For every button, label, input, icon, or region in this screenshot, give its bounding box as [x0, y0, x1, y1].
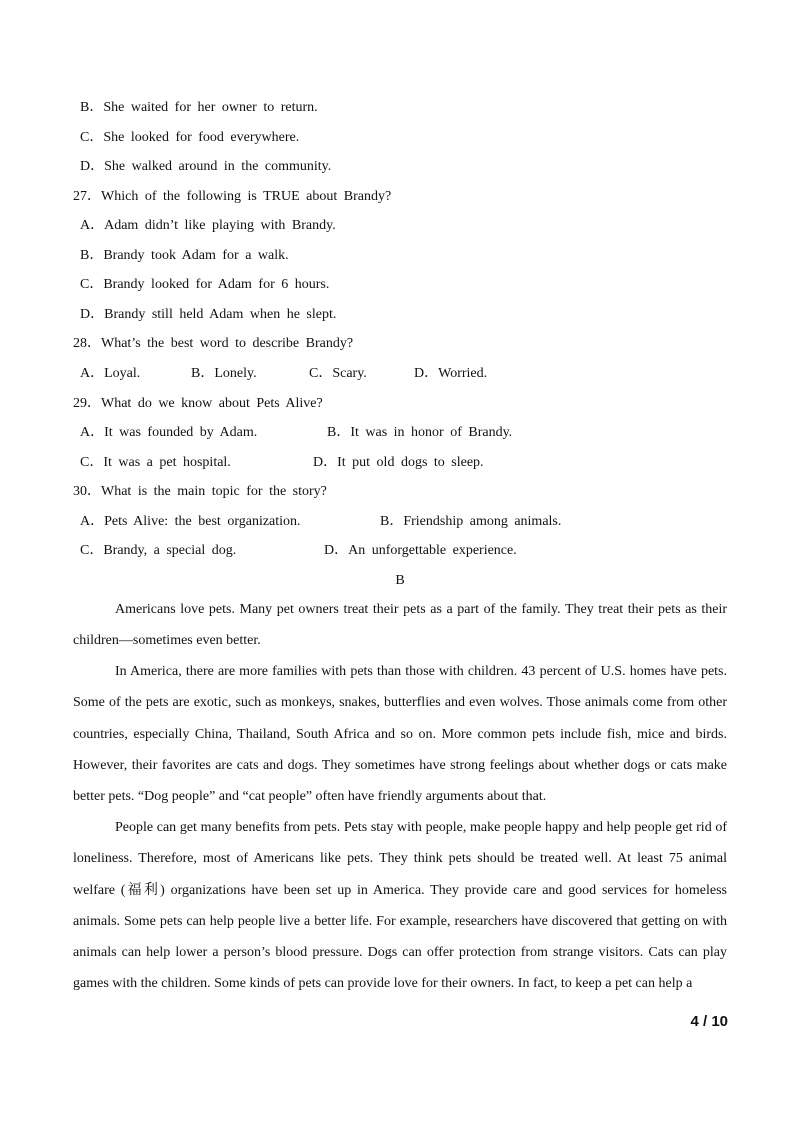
q29-stem: 29．What do we know about Pets Alive? — [73, 396, 323, 411]
q27-option-d: D．Brandy still held Adam when he slept. — [80, 307, 337, 322]
q30-option-b: B．Friendship among animals. — [380, 514, 562, 529]
q30-option-c: C．Brandy, a special dog. — [80, 543, 237, 558]
q27-stem: 27．Which of the following is TRUE about Brandy? — [73, 189, 392, 204]
section-heading: B — [395, 573, 405, 588]
passage-paragraph-3: People can get many benefits from pets. Pets stay with people, make people happy and help people get rid of loneliness. Therefore, most of Americans like pets. They think pets should be treated well. At least 75 animal welfare (福利) organizations have been set up in America. They provide care and good services for homeless animals. Some pets can help people live a better life. For example, researchers have discovered that getting on with animals can help lower a person’s blood pressure. Dogs can offer protection from strange visitors. Cats can play games with the children. Some kinds of pets can provide love for their owners. In fact, to keep a pet can help a — [73, 820, 727, 992]
q27-option-a: A．Adam didn’t like playing with Brandy. — [80, 218, 336, 233]
q28-option-a: A．Loyal. — [80, 366, 141, 381]
q29-option-c: C．It was a pet hospital. — [80, 455, 231, 470]
q30-option-d: D．An unforgettable experience. — [324, 543, 517, 558]
passage-paragraph-1: Americans love pets. Many pet owners treat their pets as a part of the family. They treat their pets as their children—sometimes even better. — [73, 602, 727, 649]
q26-option-b: B．She waited for her owner to return. — [80, 100, 318, 115]
q27-option-c: C．Brandy looked for Adam for 6 hours. — [80, 277, 330, 292]
q27-option-b: B．Brandy took Adam for a walk. — [80, 248, 289, 263]
q30-stem: 30．What is the main topic for the story? — [73, 484, 327, 499]
passage-paragraph-2: In America, there are more families with pets than those with children. 43 percent of U.S. homes have pets. Some of the pets are exotic, such as monkeys, snakes, butterflies and even wolves. Those animals come from other countries, especially China, Thailand, South Africa and so on. More common pets include fish, mice and birds. However, their favorites are cats and dogs. They sometimes have strong feelings about whether dogs or cats make better pets. “Dog people” and “cat people” often have friendly arguments about that. — [73, 664, 727, 805]
q26-option-d: D．She walked around in the community. — [80, 159, 332, 174]
q29-option-d: D．It put old dogs to sleep. — [313, 455, 484, 470]
q26-option-c: C．She looked for food everywhere. — [80, 130, 300, 145]
q28-stem: 28．What’s the best word to describe Brandy? — [73, 336, 354, 351]
q29-option-a: A．It was founded by Adam. — [80, 425, 258, 440]
page-number: 4 / 10 — [690, 1013, 728, 1030]
q28-option-c: C．Scary. — [309, 366, 367, 381]
q29-option-b: B．It was in honor of Brandy. — [327, 425, 513, 440]
q30-option-a: A．Pets Alive: the best organization. — [80, 514, 301, 529]
q28-option-d: D．Worried. — [414, 366, 488, 381]
q28-option-b: B．Lonely. — [191, 366, 257, 381]
